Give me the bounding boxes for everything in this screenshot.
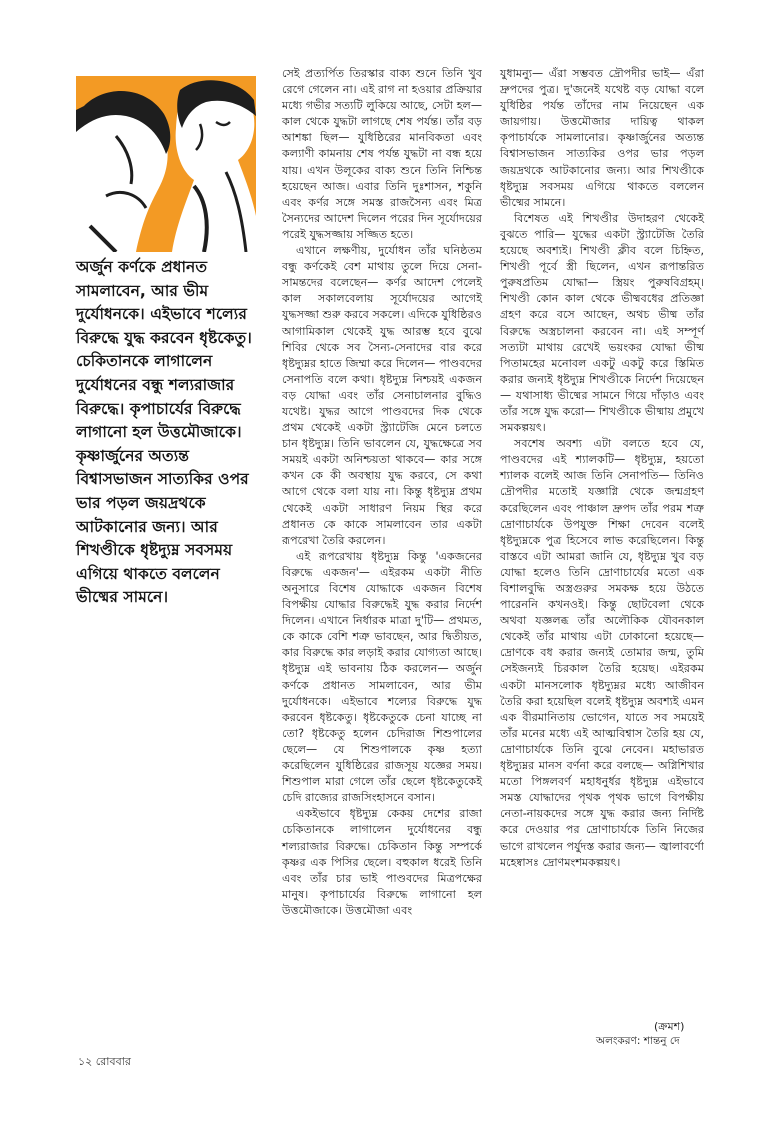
illustration	[76, 76, 256, 252]
paragraph: বিশেষত এই শিখণ্ডীর উদাহরণ থেকেই বুঝতে পারি— যুদ্ধের একটা স্ট্র্যাটেজি তৈরি হয়েছে অবশ্যই। শিখণ্ডী ক্লীব বলে চিহ্নিত, শিখণ্ডী পূর্বে স্ত্রী ছিলেন, এখন রূপান্তরিত পুরুষপ্রতিম যোদ্ধা— স্ত্রিয়ং পুরুষবিগ্রহম্। শিখণ্ডী কোন কাল থেকে ভীষ্মবধের প্রতিজ্ঞা গ্রহণ করে বসে আছেন, অথচ ভীষ্ম তাঁর বিরুদ্ধে অস্ত্রচালনা করবেন না। এই সম্পূর্ণ সত্যটা মাথায় রেখেই ভয়ংকর যোদ্ধা ভীষ্ম পিতামহের মনোবল একটু একটু করে স্তিমিত করার জন্যই ধৃষ্টদ্যুম্ন শিখণ্ডীকে নির্দেশ দিয়েছেন— যথাসাধ্য ভীষ্মের সামনে গিয়ে দাঁড়াও এবং তাঁর সঙ্গে যুদ্ধ করো— শিখণ্ডীকে ভীষ্মায় প্রমুখে সমকল্পয়ৎ।	[500, 211, 704, 435]
pull-quote	[76, 256, 266, 610]
article-column-1	[282, 66, 482, 919]
paragraph: সবশেষ অবশ্য এটা বলতে হবে যে, পাণ্ডবদের এই শ্যালকটি— ধৃষ্টদ্যুম্ন, হয়তো শ্যালক বলেই আজ তিনি সেনাপতি— তিনিও দ্রৌপদীর মতোই যজ্ঞাগ্নি থেকে জন্মগ্রহণ করেছিলেন এবং পাঞ্চাল দ্রুপদ তাঁর পরম শত্রু দ্রোণাচার্যকে উপযুক্ত শিক্ষা দেবেন বলেই ধৃষ্টদ্যুম্নকে পুত্র হিসেবে লাভ করেছিলেন। কিন্তু বাস্তবে এটা আমরা জানি যে, ধৃষ্টদ্যুম্ন খুব বড় যোদ্ধা হলেও তিনি দ্রোণাচার্যের মতো এক বিশালবুদ্ধি অস্ত্রগুরুর সমকক্ষ হয়ে উঠতে পারেননি কখনওই। কিন্তু ছোটবেলা থেকে অথবা যজ্ঞলব্ধ তাঁর অলৌকিক যৌবনকাল থেকেই তাঁর মাথায় এটা ঢোকানো হয়েছে— দ্রোণকে বধ করার জন্যই তোমার জন্ম, তুমি সেইজন্যই চিরকাল তৈরি হয়েছ। এইরকম একটা মানসলোক ধৃষ্টদ্যুম্নর মধ্যে আজীবন তৈরি করা হয়েছিল বলেই ধৃষ্টদ্যুম্ন অবশ্যই এমন এক বীরমানিতায় ভোগেন, যাতে সব সময়েই তাঁর মনের মধ্যে এই আত্মবিশ্বাস তৈরি হয় যে, দ্রোণাচার্যকে তিনি বুঝে নেবেন। মহাভারত ধৃষ্টদ্যুম্নর মানস বর্ণনা করে বলছে— অগ্নিশিখার মতো পিঙ্গলবর্ণ মহাধনুর্ধর ধৃষ্টদ্যুম্ন এইভাবে সমস্ত যোদ্ধাদের পৃথক পৃথক ভাগে বিপক্ষীয় নেতা-নায়কদের সঙ্গে যুদ্ধ করার জন্য নির্দিষ্ট করে দেওয়ার পর দ্রোণাচার্যকে তিনি নিজের ভাগে রাখলেন পর্যুদস্ত করার জন্য— জ্বালাবর্ণো মহেষ্বাসঃ দ্রোণমংশমকল্পয়ৎ।	[500, 437, 704, 869]
paragraph: এখানে লক্ষণীয়, দুর্যোধন তাঁর ঘনিষ্ঠতম বন্ধু কর্ণকেই বেশ মাথায় তুলে দিয়ে সেনা-সামন্তদের বলেছেন— কর্ণর আদেশ পেলেই কাল সকালবেলায় সূর্যোদয়ের আগেই যুদ্ধসজ্জা শুরু করবে সকলে। এদিকে যুধিষ্ঠিরও আগামিকাল থেকেই যুদ্ধ আরম্ভ হবে বুঝে শিবির থেকে সব সৈন্য-সেনাদের বার করে ধৃষ্টদ্যুম্নর হাতে জিম্মা করে দিলেন— পাণ্ডবদের সেনাপতি বলে কথা। ধৃষ্টদ্যুম্ন নিশ্চয়ই একজন বড় যোদ্ধা এবং তাঁর সেনাচালনার বুদ্ধিও যথেষ্ট। যুদ্ধর আগে পাণ্ডবদের দিক থেকে প্রথম থেকেই একটা স্ট্র্যাটেজি মেনে চলতে চান ধৃষ্টদ্যুম্ন। তিনি ভাবলেন যে, যুদ্ধক্ষেত্রে সব সময়ই একটা অনিশ্চয়তা থাকবে— কার সঙ্গে কখন কে কী অবস্থায় যুদ্ধ করবে, সে কথা আগে থেকে বলা যায় না। কিন্তু ধৃষ্টদ্যুম্ন প্রথম থেকেই একটা সাধারণ নিয়ম স্থির করে প্রধানত কে কাকে সামলাবেন তার একটা রূপরেখা তৈরি করলেন।	[282, 244, 482, 547]
paragraph: যুধামন্যু— এঁরা সম্ভবত দ্রৌপদীর ভাই— এঁরা দ্রুপদের পুত্র। দু'জনেই যথেষ্ট বড় যোদ্ধা বলে যুধিষ্ঠির পর্যন্ত তাঁদের নাম নিয়েছেন এক জায়গায়। উত্তমৌজার দায়িত্ব থাকল কৃপাচার্যকে সামলানোর। কৃষ্ণার্জুনের অত্যন্ত বিশ্বাসভাজন সাত্যকির ওপর ভার পড়ল জয়দ্রথকে আটকানোর জন্য। আর শিখণ্ডীকে ধৃষ্টদ্যুম্ন সবসময় এগিয়ে থাকতে বললেন ভীষ্মের সামনে।	[500, 67, 704, 209]
serial-note: (ক্রমশ)	[654, 1020, 685, 1033]
paragraph: এই রূপরেখায় ধৃষ্টদ্যুম্ন কিন্তু 'একজনের বিরুদ্ধে একজন'— এইরকম একটা নীতি অনুসারে বিশেষ যোদ্ধাকে একজন বিশেষ বিপক্ষীয় যোদ্ধার বিরুদ্ধেই যুদ্ধ করার নির্দেশ দিলেন। এখানে নির্ধারক মাত্রা দু'টি— প্রথমত, কে কাকে বেশি শত্রু ভাবছেন, আর দ্বিতীয়ত, কার বিরুদ্ধে কার লড়াই করার যোগ্যতা আছে। ধৃষ্টদ্যুম্ন এই ভাবনায় ঠিক করলেন— অর্জুন কর্ণকে প্রধানত সামলাবেন, আর ভীম দুর্যোধনকে। এইভাবে শল্যের বিরুদ্ধে যুদ্ধ করবেন ধৃষ্টকেতু। ধৃষ্টকেতুকে চেনা যাচ্ছে না তো? ধৃষ্টকেতু হলেন চেদিরাজ শিশুপালের ছেলে— যে শিশুপালকে কৃষ্ণ হত্যা করেছিলেন যুধিষ্ঠিরের রাজসূয় যজ্ঞের সময়। শিশুপাল মারা গেলে তাঁর ছেলে ধৃষ্টকেতুকেই চেদি রাজ্যের রাজসিংহাসনে বসান।	[282, 549, 482, 805]
article-column-2	[500, 66, 704, 871]
illustration-credit: অলংকরণ: শান্তনু দে	[596, 1035, 680, 1047]
paragraph: সেই প্রত্যর্পিত তিরস্কার বাক্য শুনে তিনি খুব রেগে গেলেন না। এই রাগ না হওয়ার প্রক্রিয়ার মধ্যে গভীর সত্যটি লুকিয়ে আছে, সেটা হল— কাল থেকে যুদ্ধটা লাগছে শেষ পর্যন্ত। তাঁর বড় আশঙ্কা ছিল— যুধিষ্ঠিরের মানবিকতা এবং কল্যাণী কামনায় শেষ পর্যন্ত যুদ্ধটা না বন্ধ হয়ে যায়। এখন উলূকের বাক্য শুনে তিনি নিশ্চিন্ত হয়েছেন আজ। এবার তিনি দুঃশাসন, শকুনি এবং কর্ণর সঙ্গে সমস্ত রাজসৈন্য এবং মিত্র সৈন্যদের আদেশ দিলেন পরের দিন সূর্যোদয়ের পরেই যুদ্ধসজ্জায় সজ্জিত হতে।	[282, 67, 482, 241]
two-figures-illustration	[76, 76, 256, 252]
page-number: ১২ রোববার	[78, 1055, 131, 1068]
pull-quote-text: অর্জুন কর্ণকে প্রধানত সামলাবেন, আর ভীম দুর্যোধনকে। এইভাবে শল্যের বিরুদ্ধে যুদ্ধ করবেন ধৃষ্টকেতু। চেকিতানকে লাগালেন দুর্যোধনের বন্ধু শল্যরাজার বিরুদ্ধে। কৃপাচার্যের বিরুদ্ধে লাগানো হল উত্তমৌজাকে। কৃষ্ণার্জুনের অত্যন্ত বিশ্বাসভাজন সাত্যকির ওপর ভার পড়ল জয়দ্রথকে আটকানোর জন্য। আর শিখণ্ডীকে ধৃষ্টদ্যুম্ন সবসময় এগিয়ে থাকতে বললেন ভীষ্মের সামনে।	[76, 258, 252, 607]
paragraph: একইভাবে ধৃষ্টদ্যুম্ন কেকয় দেশের রাজা চেকিতানকে লাগালেন দুর্যোধনের বন্ধু শল্যরাজার বিরুদ্ধে। চেকিতান কিন্তু সম্পর্কে কৃষ্ণর এক পিসির ছেলে। বহুকাল ধরেই তিনি এবং তাঁর চার ভাই পাণ্ডবদের মিত্রপক্ষের মানুষ। কৃপাচার্যের বিরুদ্ধে লাগানো হল উত্তমৌজাকে। উত্তমৌজা এবং	[282, 807, 482, 917]
